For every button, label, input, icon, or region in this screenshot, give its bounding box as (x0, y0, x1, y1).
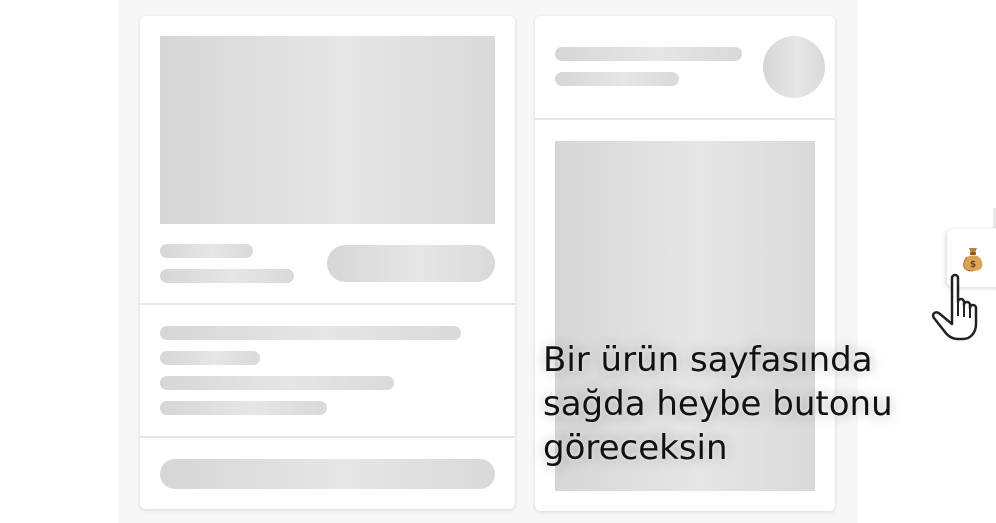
hand-pointer-icon (928, 272, 990, 342)
product-price-placeholder (160, 269, 294, 283)
product-image-placeholder (160, 36, 495, 224)
add-to-cart-button-placeholder (327, 245, 495, 282)
description-line-placeholder (160, 326, 461, 340)
seller-avatar-placeholder (763, 36, 825, 98)
description-line-placeholder (160, 376, 394, 390)
card-divider (140, 436, 515, 438)
card-divider (535, 118, 835, 120)
money-bag-icon (961, 244, 985, 272)
description-line-placeholder (160, 351, 260, 365)
seller-name-placeholder (555, 47, 742, 61)
description-line-placeholder (160, 401, 327, 415)
instruction-caption: Bir ürün sayfasında sağda heybe butonu göreceksin (543, 340, 893, 468)
product-title-placeholder (160, 244, 253, 258)
card-divider (140, 303, 515, 305)
footer-button-placeholder (160, 459, 495, 489)
svg-text:$: $ (969, 260, 977, 270)
product-card-skeleton (140, 16, 515, 509)
seller-meta-placeholder (555, 72, 679, 86)
